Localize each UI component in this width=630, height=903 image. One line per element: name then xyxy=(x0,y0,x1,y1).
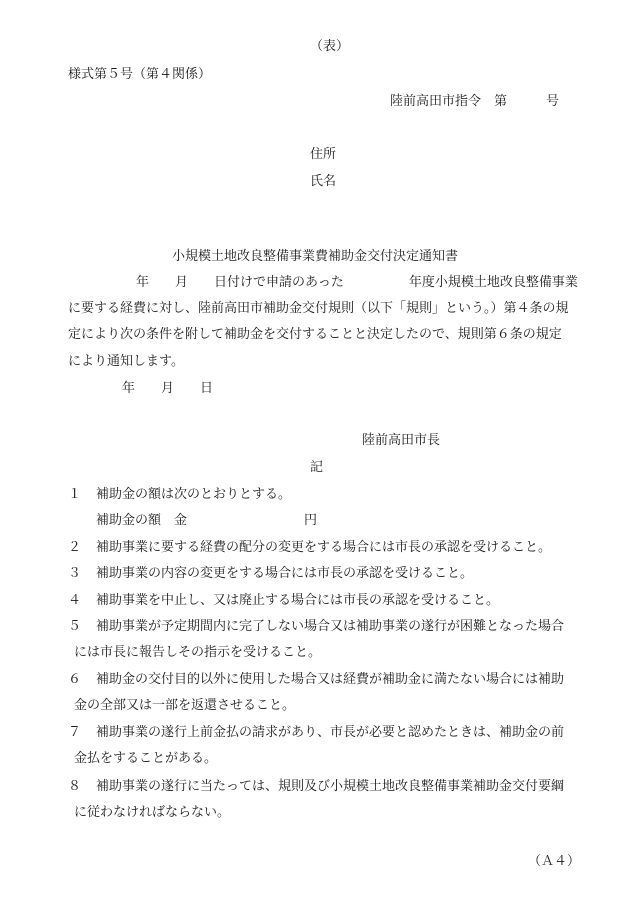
condition-text-continued: に従わなければならない。 xyxy=(74,805,231,820)
condition-number: ６ xyxy=(68,672,82,687)
condition-text-continued: 金の全部又は一部を返還させること。 xyxy=(74,698,296,713)
condition-item-6 xyxy=(68,667,580,719)
condition-item-5 xyxy=(68,614,580,666)
condition-item-1 xyxy=(68,482,580,508)
condition-number: ８ xyxy=(68,779,82,794)
subsidy-amount: 補助金の額 金 円 xyxy=(96,513,318,528)
condition-text: 補助事業が予定期間内に完了しない場合又は補助事業の遂行が困難となった場合 xyxy=(96,619,565,634)
condition-number: ４ xyxy=(68,593,82,608)
condition-text: 補助事業を中止し、又は廃止する場合には市長の承認を受けること。 xyxy=(96,593,500,608)
intro-line-3: 定により次の条件を附して補助金を交付することと決定したので、規則第６条の規定 xyxy=(68,327,562,342)
condition-text: 補助事業に要する経費の配分の変更をする場合には市長の承認を受けること。 xyxy=(96,540,552,555)
directive-number: 陸前高田市指令 第 号 xyxy=(390,94,560,109)
condition-text: 補助事業の内容の変更をする場合には市長の承認を受けること。 xyxy=(96,566,474,581)
form-number: 様式第５号（第４関係） xyxy=(68,67,212,82)
intro-line-1: 年 月 日付けで申請のあった 年度小規模土地改良整備事業 xyxy=(136,275,578,290)
condition-text-continued: には市長に報告しその指示を受けること。 xyxy=(74,645,322,660)
address-label: 住所 xyxy=(310,147,337,162)
intro-line-4: により通知します。 xyxy=(68,354,184,369)
condition-number: ３ xyxy=(68,566,82,581)
condition-item-7 xyxy=(68,720,580,772)
condition-number: １ xyxy=(68,487,82,502)
table-mark: （表） xyxy=(310,39,350,54)
condition-text-continued: 金払をすることがある。 xyxy=(74,751,218,766)
condition-number: ５ xyxy=(68,619,82,634)
document-title: 小規模土地改良整備事業費補助金交付決定通知書 xyxy=(171,249,458,264)
intro-line-2: に要する経費に対し、陸前高田市補助金交付規則（以下「規則」という。）第４条の規 xyxy=(68,301,569,316)
condition-text: 補助金の額は次のとおりとする。 xyxy=(96,487,292,502)
condition-text: 補助事業の遂行に当たっては、規則及び小規模土地改良整備事業補助金交付要綱 xyxy=(96,779,565,794)
paper-size: （Ａ４） xyxy=(528,854,581,869)
condition-item-2 xyxy=(68,535,580,561)
condition-item-8 xyxy=(68,774,580,826)
ki-heading: 記 xyxy=(310,460,324,475)
condition-number: ２ xyxy=(68,540,82,555)
condition-item-4 xyxy=(68,588,580,614)
issuer: 陸前高田市長 xyxy=(362,433,441,448)
name-label: 氏名 xyxy=(310,174,337,189)
condition-number: ７ xyxy=(68,725,82,740)
notice-date: 年 月 日 xyxy=(122,381,214,396)
subsidy-amount-line xyxy=(68,508,580,534)
condition-text: 補助事業の遂行上前金払の請求があり、市長が必要と認めたときは、補助金の前 xyxy=(96,725,565,740)
condition-text: 補助金の交付目的以外に使用した場合又は経費が補助金に満たない場合には補助 xyxy=(96,672,565,687)
condition-item-3 xyxy=(68,561,580,587)
